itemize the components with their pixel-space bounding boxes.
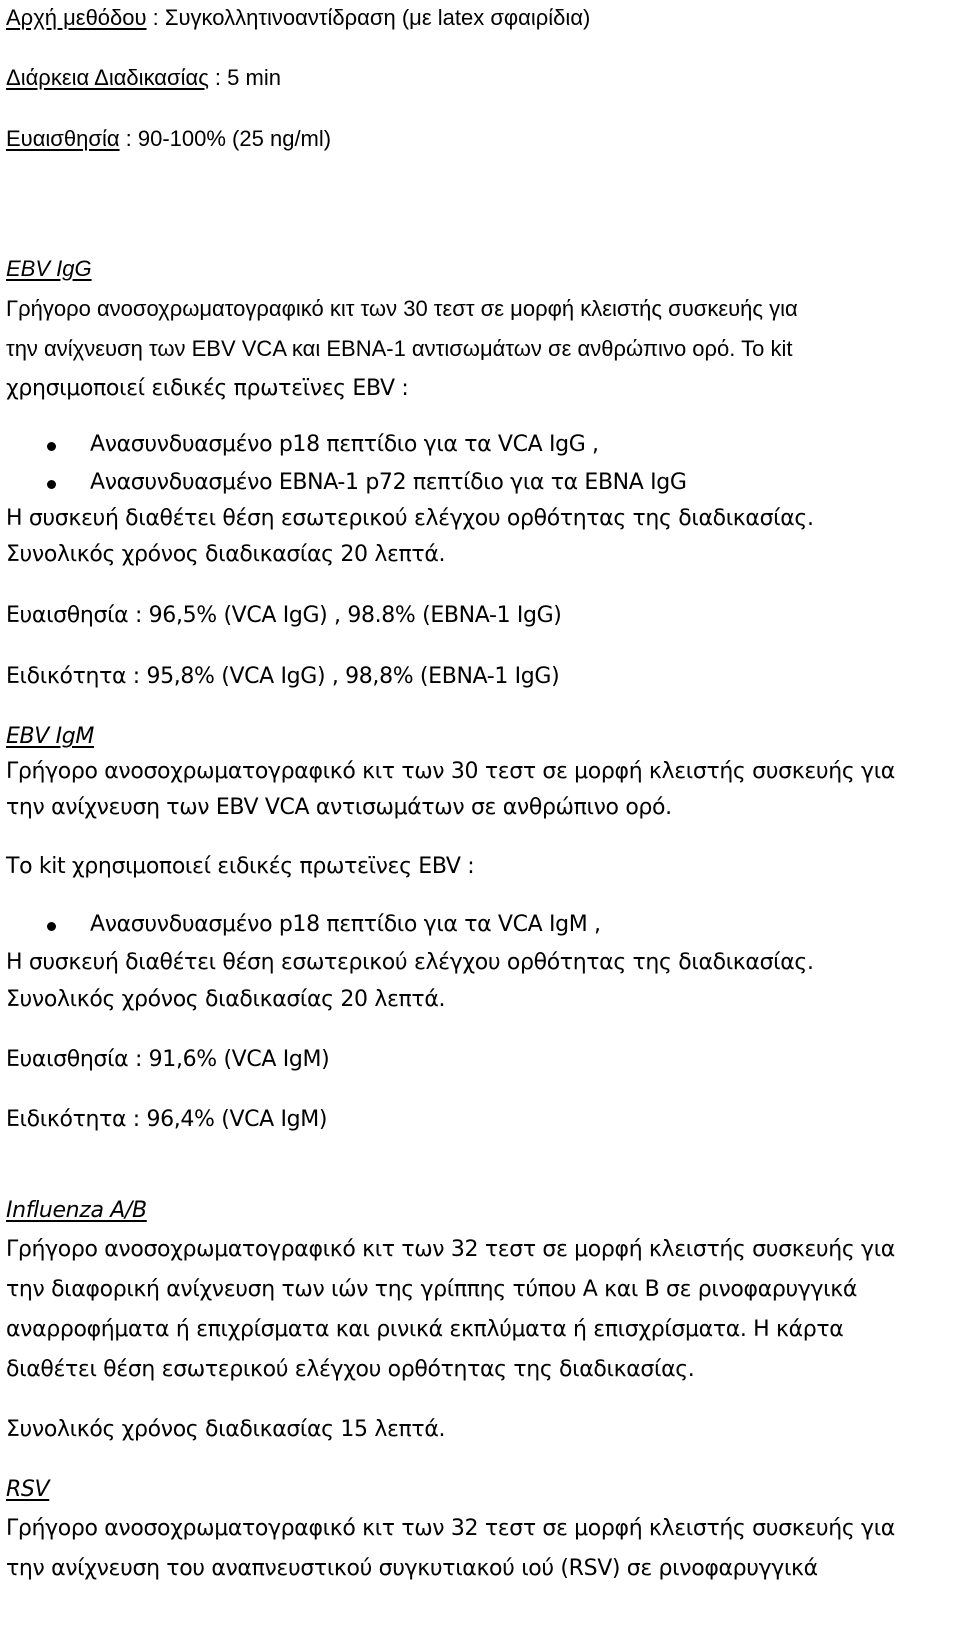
method-label: Αρχή μεθόδου <box>6 5 147 30</box>
method-value: : Συγκολλητινοαντίδραση (με latex σφαιρίδια) <box>146 5 591 30</box>
influenza-desc-line: αναρροφήματα ή επιχρίσματα και ρινικά εκπλύματα ή επισχρίσματα. Η κάρτα <box>6 1317 844 1342</box>
sensitivity-line <box>6 124 331 154</box>
bullet-icon <box>47 442 56 451</box>
sensitivity-value: : 90-100% (25 ng/ml) <box>119 126 332 151</box>
ebv-igg-desc-line: χρησιμοποιεί ειδικές πρωτεϊνες EBV : <box>6 376 409 401</box>
ebv-igm-sensitivity-line: Ευαισθησία : 91,6% (VCA IgM) <box>6 1047 330 1072</box>
duration-value: : 5 min <box>208 65 281 90</box>
influenza-desc-line: Γρήγορο ανοσοχρωματογραφικό κιτ των 32 τεστ σε μορφή κλειστής συσκευής για <box>6 1237 895 1262</box>
ebv-igm-specificity-line: Ειδικότητα : 96,4% (VCA IgM) <box>6 1107 328 1132</box>
bullet-icon <box>47 922 56 931</box>
section-heading-influenza: Influenza A/B <box>6 1198 147 1223</box>
rsv-desc-line: Γρήγορο ανοσοχρωματογραφικό κιτ των 32 τεστ σε μορφή κλειστής συσκευής για <box>6 1516 895 1541</box>
ebv-igg-desc-line: Γρήγορο ανοσοχρωματογραφικό κιτ των 30 τεστ σε μορφή κλειστής συσκευής για <box>6 296 798 321</box>
method-line <box>6 3 590 33</box>
ebv-igg-time-line: Συνολικός χρόνος διαδικασίας 20 λεπτά. <box>6 542 446 567</box>
influenza-time-line: Συνολικός χρόνος διαδικασίας 15 λεπτά. <box>6 1417 446 1442</box>
influenza-desc-line: την διαφορική ανίχνευση των ιών της γρίππης τύπου Α και Β σε ρινοφαρυγγικά <box>6 1277 858 1302</box>
duration-line <box>6 63 281 93</box>
duration-label: Διάρκεια Διαδικασίας <box>6 65 209 90</box>
ebv-igg-desc-line: την ανίχνευση των EBV VCA και EBNA-1 αντισωμάτων σε ανθρώπινο ορό. Το kit <box>6 336 793 361</box>
ebv-igm-desc-line: Γρήγορο ανοσοχρωματογραφικό κιτ των 30 τεστ σε μορφή κλειστής συσκευής για <box>6 759 895 784</box>
influenza-desc-line: διαθέτει θέση εσωτερικού ελέγχου ορθότητας της διαδικασίας. <box>6 1357 695 1382</box>
section-heading-ebv-igm: EBV IgM <box>6 724 95 749</box>
ebv-igg-sensitivity-line: Ευαισθησία : 96,5% (VCA IgG) , 98.8% (EBNA-1 IgG) <box>6 603 562 628</box>
ebv-igg-bullet-item: Ανασυνδυασμένο p18 πεπτίδιο για τα VCA IgG , <box>90 432 599 457</box>
ebv-igm-kit-line: Το kit χρησιμοποιεί ειδικές πρωτεϊνες EBV : <box>6 854 475 879</box>
ebv-igm-desc-line: την ανίχνευση των EBV VCA αντισωμάτων σε ανθρώπινο ορό. <box>6 795 672 820</box>
section-heading-ebv-igg: EBV IgG <box>6 256 92 281</box>
rsv-desc-line: την ανίχνευση του αναπνευστικού συγκυτιακού ιού (RSV) σε ρινοφαρυγγικά <box>6 1556 818 1581</box>
ebv-igg-bullet-item: Ανασυνδυασμένο EBNA-1 p72 πεπτίδιο για τα EBNA IgG <box>90 470 687 495</box>
ebv-igg-control-line: Η συσκευή διαθέτει θέση εσωτερικού ελέγχου ορθότητας της διαδικασίας. <box>6 506 814 531</box>
sensitivity-label: Ευαισθησία <box>6 126 120 151</box>
bullet-icon <box>47 480 56 489</box>
ebv-igm-bullet-item: Ανασυνδυασμένο p18 πεπτίδιο για τα VCA IgM , <box>90 912 601 937</box>
ebv-igg-specificity-line: Ειδικότητα : 95,8% (VCA IgG) , 98,8% (EBNA-1 IgG) <box>6 664 560 689</box>
ebv-igm-time-line: Συνολικός χρόνος διαδικασίας 20 λεπτά. <box>6 987 446 1012</box>
ebv-igm-control-line: Η συσκευή διαθέτει θέση εσωτερικού ελέγχου ορθότητας της διαδικασίας. <box>6 950 814 975</box>
section-heading-rsv: RSV <box>6 1477 50 1502</box>
